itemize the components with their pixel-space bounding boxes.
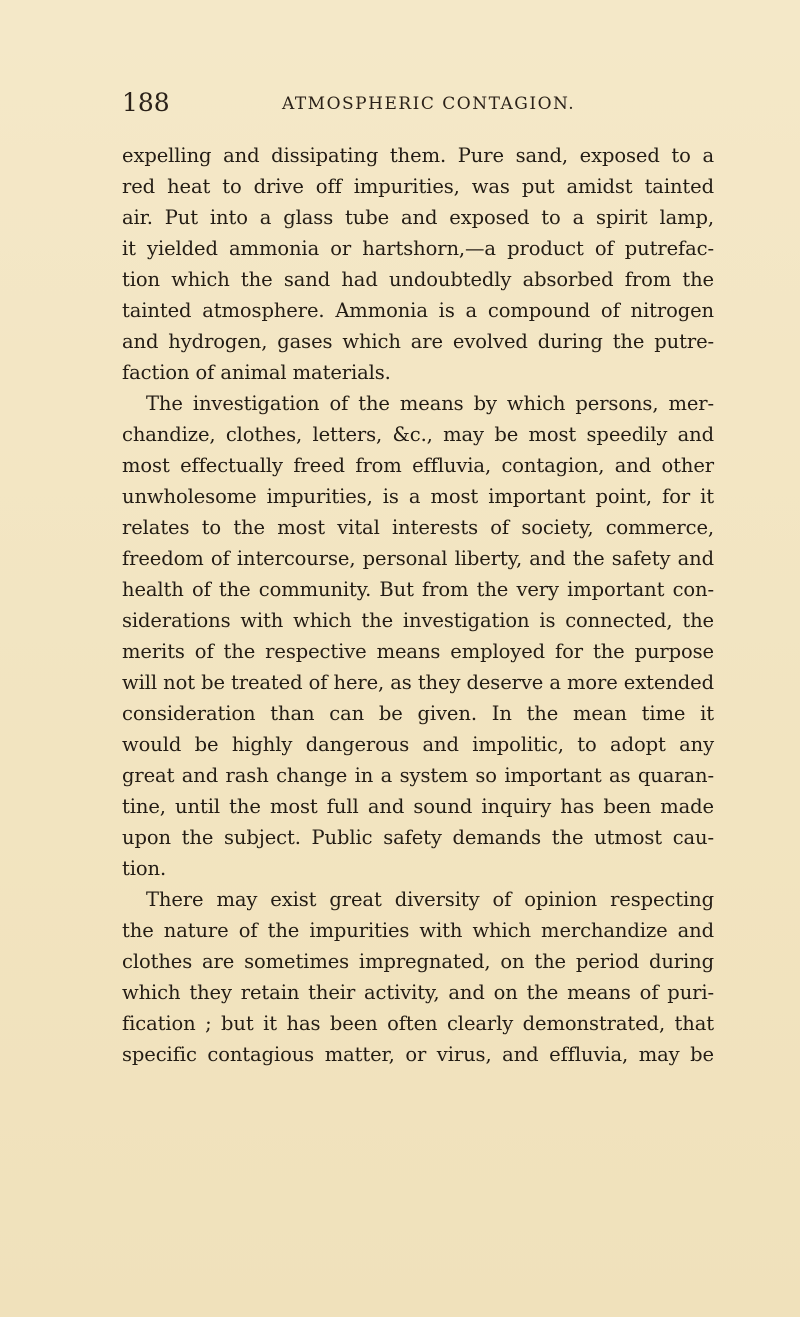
text-line: it yielded ammonia or hartshorn,—a product of putrefac- [122,237,714,260]
body-text [122,140,714,1070]
text-line: air. Put into a glass tube and exposed to a spirit lamp, [122,206,714,229]
text-line: tine, until the most full and sound inquiry has been made [122,795,714,818]
text-line: great and rash change in a system so important as quaran- [122,764,714,787]
text-line: tainted atmosphere. Ammonia is a compound of nitrogen [122,299,714,322]
text-line: tion. [122,857,167,880]
text-line: siderations with which the investigation is connected, the [122,609,714,632]
text-line: most effectually freed from effluvia, contagion, and other [122,454,714,477]
text-line: consideration than can be given. In the mean time it [122,702,714,725]
text-line: specific contagious matter, or virus, and effluvia, may be [122,1043,714,1066]
text-line: There may exist great diversity of opinion respecting [146,888,714,911]
text-line: chandize, clothes, letters, &c., may be most speedily and [122,423,714,446]
paragraph [122,388,714,884]
page-number: 188 [122,88,170,117]
text-line: red heat to drive off impurities, was put amidst tainted [122,175,714,198]
text-line: the nature of the impurities with which merchandize and [122,919,714,942]
text-line: tion which the sand had undoubtedly absorbed from the [122,268,714,291]
text-line: relates to the most vital interests of society, commerce, [122,516,714,539]
text-line: clothes are sometimes impregnated, on the period during [122,950,714,973]
paragraph [122,140,714,388]
text-line: expelling and dissipating them. Pure sand, exposed to a [122,144,714,167]
text-line: freedom of intercourse, personal liberty, and the safety and [122,547,714,570]
page-header [122,88,714,118]
text-line: health of the community. But from the very important con- [122,578,714,601]
text-line: and hydrogen, gases which are evolved during the putre- [122,330,714,353]
paragraph [122,884,714,1070]
text-line: The investigation of the means by which persons, mer- [146,392,714,415]
text-line: would be highly dangerous and impolitic, to adopt any [122,733,714,756]
text-line: which they retain their activity, and on the means of puri- [122,981,714,1004]
text-line: faction of animal materials. [122,361,391,384]
text-line: fication ; but it has been often clearly demonstrated, that [122,1012,714,1035]
text-line: will not be treated of here, as they deserve a more extended [122,671,714,694]
text-line: upon the subject. Public safety demands the utmost cau- [122,826,714,849]
text-line: merits of the respective means employed for the purpose [122,640,714,663]
running-head: ATMOSPHERIC CONTAGION. [282,94,576,114]
text-line: unwholesome impurities, is a most important point, for it [122,485,714,508]
